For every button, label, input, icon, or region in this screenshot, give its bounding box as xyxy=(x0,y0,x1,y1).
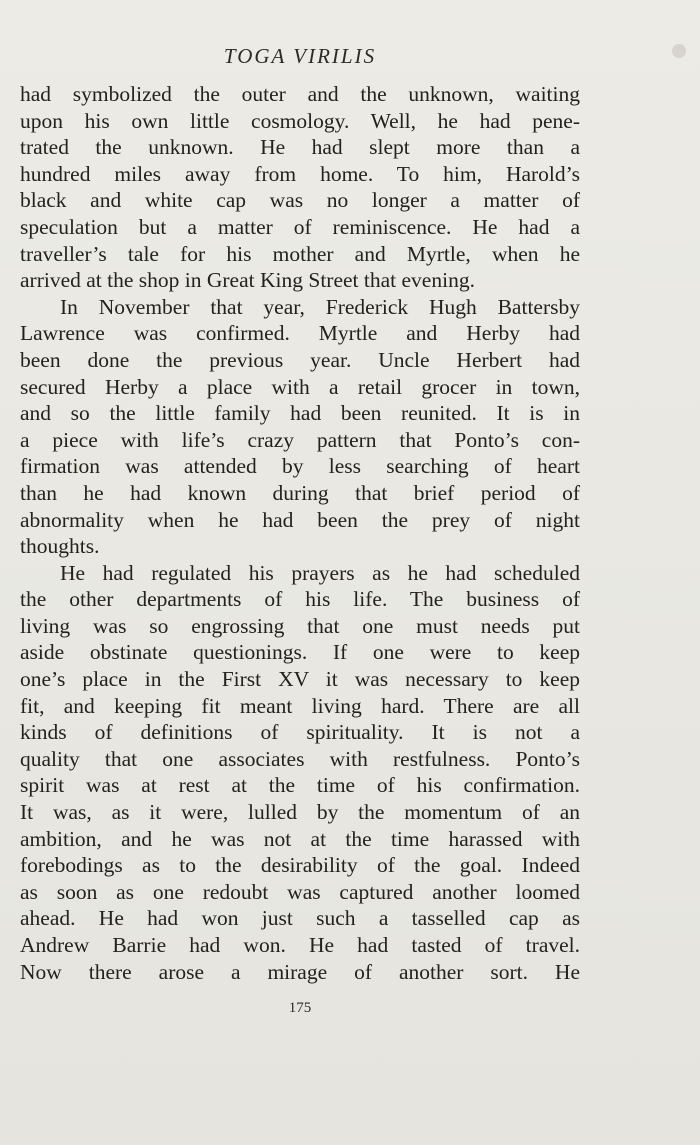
text-line: It was, as it were, lulled by the momentum of an xyxy=(20,800,580,825)
text-line: trated the unknown. He had slept more than a xyxy=(20,135,580,160)
text-line: traveller’s tale for his mother and Myrtle, when he xyxy=(20,241,580,266)
text-line: He had regulated his prayers as he had scheduled xyxy=(60,560,580,585)
text-line: kinds of definitions of spirituality. It is not a xyxy=(20,720,580,745)
text-line: abnormality when he had been the prey of night xyxy=(20,507,580,532)
text-line: forebodings as to the desirability of the goal. Indeed xyxy=(20,853,580,878)
text-line: fit, and keeping fit meant living hard. There are all xyxy=(20,693,580,718)
text-line: In November that year, Frederick Hugh Battersby xyxy=(60,294,580,319)
text-line: secured Herby a place with a retail grocer in town, xyxy=(20,374,580,399)
text-line: one’s place in the First XV it was necessary to keep xyxy=(20,667,580,692)
text-line: spirit was at rest at the time of his confirmation. xyxy=(20,773,580,798)
text-line: firmation was attended by less searching of heart xyxy=(20,454,580,479)
text-line: thoughts. xyxy=(20,534,100,559)
page-number: 175 xyxy=(288,1000,312,1016)
text-line: quality that one associates with restfulness. Ponto’s xyxy=(20,746,580,771)
text-line: than he had known during that brief period of xyxy=(20,480,580,505)
text-line: hundred miles away from home. To him, Harold’s xyxy=(20,161,580,186)
text-line: had symbolized the outer and the unknown, waiting xyxy=(20,82,580,106)
text-line: as soon as one redoubt was captured another loomed xyxy=(20,879,580,904)
text-line: arrived at the shop in Great King Street that evening. xyxy=(20,268,475,293)
text-line: speculation but a matter of reminiscence. He had a xyxy=(20,214,580,239)
text-line: and so the little family had been reunited. It is in xyxy=(20,401,580,426)
running-head: TOGA VIRILIS xyxy=(223,44,377,68)
text-line: Lawrence was confirmed. Myrtle and Herby had xyxy=(20,321,580,346)
paper-blemish xyxy=(672,44,686,58)
text-line: the other departments of his life. The business of xyxy=(20,587,580,612)
text-line: Andrew Barrie had won. He had tasted of travel. xyxy=(20,933,580,957)
text-line: ahead. He had won just such a tasselled cap as xyxy=(20,906,580,931)
text-line: living was so engrossing that one must needs put xyxy=(20,613,580,638)
text-line: upon his own little cosmology. Well, he had pene- xyxy=(20,108,580,133)
text-line: ambition, and he was not at the time harassed with xyxy=(20,826,580,851)
text-line: black and white cap was no longer a matter of xyxy=(20,188,580,213)
text-line: Now there arose a mirage of another sort. He xyxy=(20,959,580,984)
text-line: a piece with life’s crazy pattern that Ponto’s con- xyxy=(20,427,580,452)
text-line: been done the previous year. Uncle Herbert had xyxy=(20,347,580,372)
text-line: aside obstinate questionings. If one were to keep xyxy=(20,640,580,665)
body-text xyxy=(20,81,580,985)
